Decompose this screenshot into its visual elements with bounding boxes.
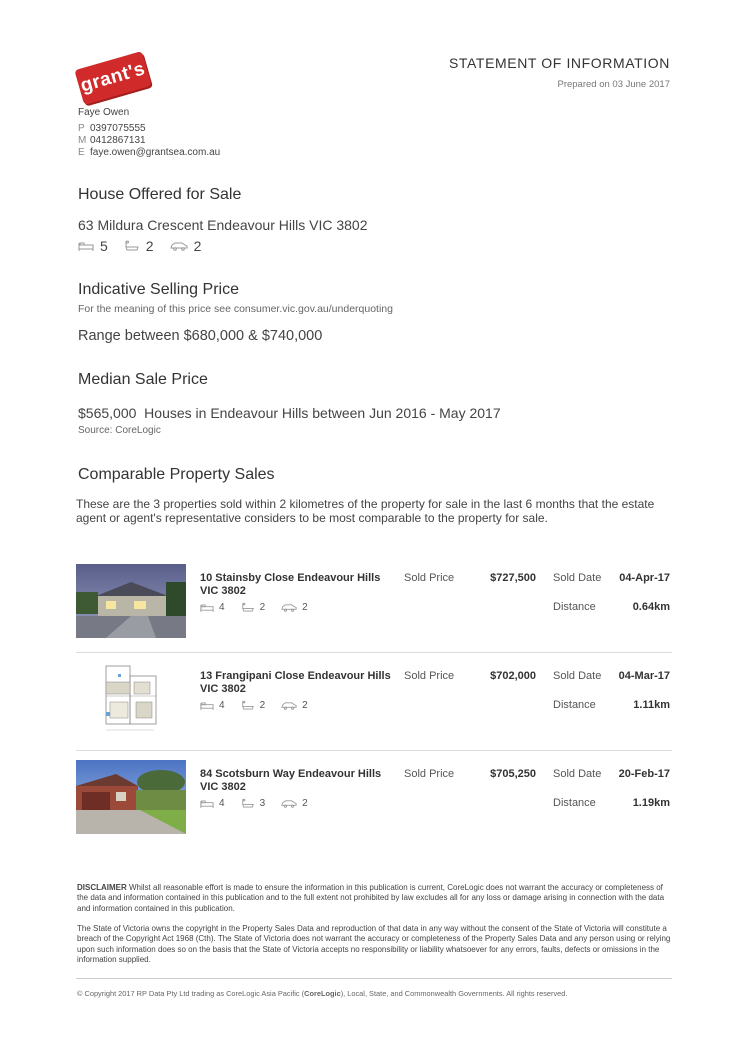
distance-value: 1.11km [633,699,670,711]
sold-date-label: Sold Date [553,768,602,780]
grants-logo: grant's [74,51,151,105]
property-photo-1 [76,564,186,638]
agent-email-row [78,147,220,158]
footer-divider [76,978,672,979]
bed-icon [78,241,94,252]
agent-phone[interactable]: 0397075555 [90,123,146,134]
disclaimer-text-1: Whilst all reasonable effort is made to ensure the information in this publication is current, CoreLogic does not warrant the accuracy or completeness of the data and information contained in this publication and to the full extent not prohibited by law excludes all for any loss or damage arising in connection with the data and information contained in this publication. [77,883,665,913]
comparables-heading: Comparable Property Sales [78,466,275,483]
bath-icon [241,700,255,711]
bed-icon [200,701,214,711]
comparable-baths: 2 [259,602,266,613]
sold-date-value: 04-Mar-17 [618,670,670,682]
sold-date-value: 20-Feb-17 [618,768,670,780]
median-source: Source: CoreLogic [78,425,161,436]
sold-price-label: Sold Price [404,572,455,584]
car-icon [170,241,188,251]
median-heading: Median Sale Price [78,371,208,388]
comparable-cars: 2 [302,798,308,809]
footer-post: ), Local, State, and Commonwealth Governments. All rights reserved. [340,989,568,998]
sold-price-value: $727,500 [490,572,536,584]
distance-label: Distance [553,699,596,711]
disclaimer-label: DISCLAIMER [77,883,127,892]
offered-baths: 2 [145,238,154,254]
bed-icon [200,603,214,613]
agent-phone-row [78,123,146,134]
distance-value: 0.64km [632,601,670,613]
property-photo-3 [76,760,186,834]
comparable-cars: 2 [302,700,308,711]
comparables-intro: These are the 3 properties sold within 2 kilometres of the property for sale in the last 6 months that the estate agent or agent's representative considers to be most comparable to the property for sale. [76,497,655,525]
document-title: STATEMENT OF INFORMATION [448,55,670,71]
email-label: E [78,147,85,158]
disclaimer-paragraph-2: The State of Victoria owns the copyright in the Property Sales Data and reproduction of that data in any way without the consent of the State of Victoria will constitute a breach of the Copyright Act 1968 (Cth). The State of Victoria does not warrant the accuracy or completeness of the Property Sales Data and any person using or relying upon such information does so on the basis that the State of Victoria accepts no responsibility or liability whatsoever for any errors, faults, defects or omissions in the information supplied. [77,924,671,964]
indicative-range: Range between $680,000 & $740,000 [78,328,323,344]
comparable-baths: 3 [259,798,266,809]
indicative-note: For the meaning of this price see consumer.vic.gov.au/underquoting [78,303,393,315]
comparable-beds: 4 [219,700,225,711]
comparable-property-2[interactable] [76,662,672,738]
sold-price-value: $705,250 [490,768,536,780]
comparable-features [200,700,324,711]
prepared-date: Prepared on 03 June 2017 [557,79,670,90]
comparable-property-1[interactable] [76,564,672,640]
sold-price-value: $702,000 [490,670,536,682]
comparable-address: 13 Frangipani Close Endeavour Hills VIC 3802 [200,670,391,695]
indicative-heading: Indicative Selling Price [78,281,239,298]
comparable-beds: 4 [219,602,225,613]
offered-cars: 2 [193,238,202,254]
agent-mobile[interactable]: 0412867131 [90,135,146,146]
distance-value: 1.19km [632,797,670,809]
comparable-property-3[interactable] [76,760,672,836]
disclaimer-paragraph-1 [77,883,673,914]
comparable-address: 84 Scotsburn Way Endeavour Hills VIC 3802 [200,768,382,793]
comparable-baths: 2 [259,700,266,711]
agent-email[interactable]: faye.owen@grantsea.com.au [90,147,221,158]
mobile-label: M [78,135,87,146]
comparable-address: 10 Stainsby Close Endeavour Hills VIC 3802 [200,572,381,597]
divider [76,750,672,751]
comparable-cars: 2 [302,602,308,613]
car-icon [281,603,297,612]
sold-price-label: Sold Price [404,670,455,682]
offered-address: 63 Mildura Crescent Endeavour Hills VIC 3802 [78,217,368,233]
distance-label: Distance [553,601,596,613]
sold-date-label: Sold Date [553,670,602,682]
offered-features [78,238,217,254]
divider [76,652,672,653]
sold-price-label: Sold Price [404,768,455,780]
bath-icon [124,240,140,252]
property-photo-2 [76,662,186,736]
comparable-features [200,798,324,809]
bath-icon [241,798,255,809]
sold-date-value: 04-Apr-17 [619,572,670,584]
footer-bold: CoreLogic [304,989,341,998]
phone-label: P [78,123,85,134]
sold-date-label: Sold Date [553,572,602,584]
agent-mobile-row [78,135,146,146]
median-text: $565,000 Houses in Endeavour Hills between Jun 2016 - May 2017 [78,405,501,421]
comparable-features [200,602,324,613]
offered-beds: 5 [100,238,108,254]
car-icon [281,701,297,710]
footer-pre: © Copyright 2017 RP Data Pty Ltd trading as CoreLogic Asia Pacific ( [77,989,305,998]
offered-heading: House Offered for Sale [78,186,242,203]
copyright-footer [77,989,673,998]
distance-label: Distance [553,797,596,809]
comparable-beds: 4 [219,798,225,809]
bed-icon [200,799,214,809]
bath-icon [241,602,255,613]
agent-name: Faye Owen [78,107,130,118]
car-icon [281,799,297,808]
